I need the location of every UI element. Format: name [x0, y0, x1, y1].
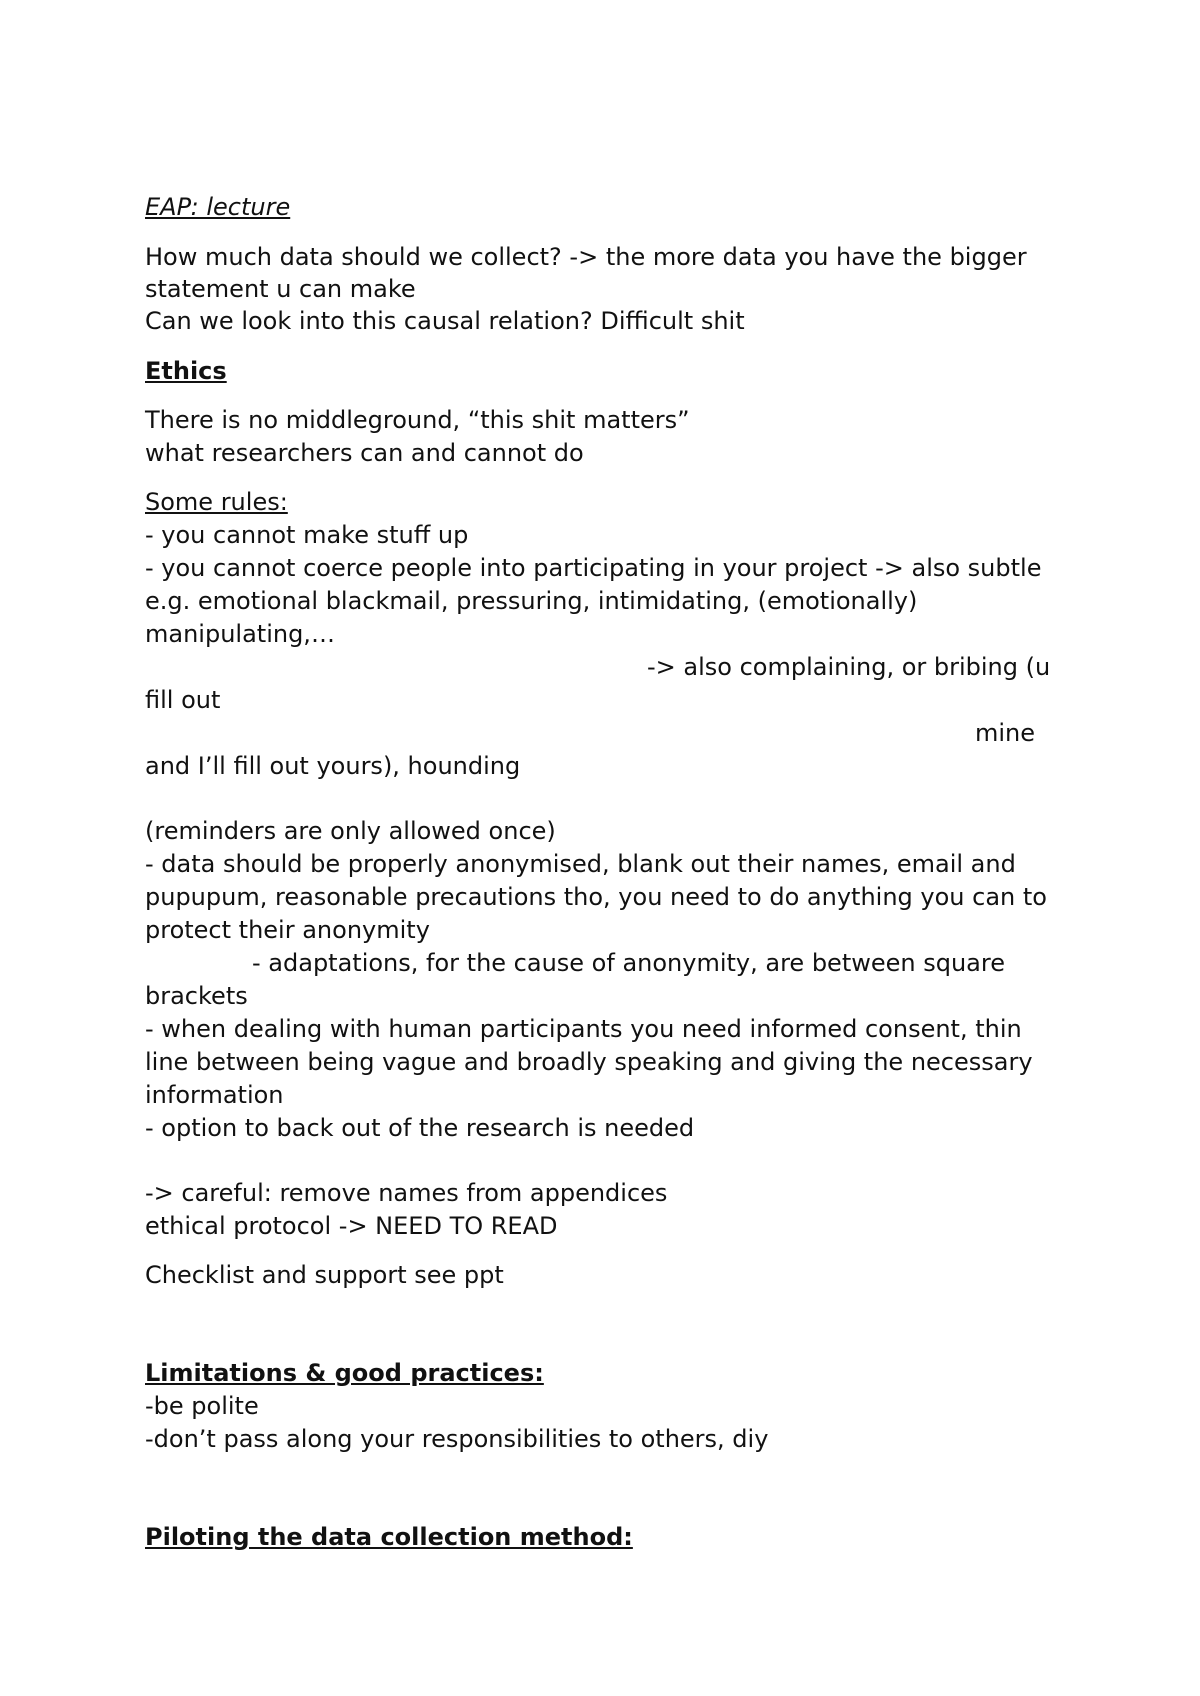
careful-line-2: ethical protocol -> NEED TO READ — [145, 1212, 558, 1240]
rule-line: -> also complaining, or bribing (u — [647, 653, 1051, 681]
rule-line: - you cannot coerce people into participating in your project -> also subtle — [145, 554, 1042, 582]
document-title: EAP: lecture — [145, 193, 291, 221]
ethics-line-1: There is no middleground, “this shit matters” — [145, 406, 690, 434]
rule-line: brackets — [145, 982, 248, 1010]
checklist-line: Checklist and support see ppt — [145, 1261, 504, 1289]
limitations-heading: Limitations & good practices: — [145, 1359, 544, 1387]
rule-line: protect their anonymity — [145, 916, 430, 944]
intro-line-2: statement u can make — [145, 275, 416, 303]
ethics-line-2: what researchers can and cannot do — [145, 439, 584, 467]
rule-line: - you cannot make stuff up — [145, 521, 469, 549]
intro-line-1: How much data should we collect? -> the more data you have the bigger — [145, 243, 1027, 271]
limitations-item: -be polite — [145, 1392, 259, 1420]
rule-line: e.g. emotional blackmail, pressuring, intimidating, (emotionally) — [145, 587, 918, 615]
rules-heading: Some rules: — [145, 488, 288, 516]
piloting-heading: Piloting the data collection method: — [145, 1523, 633, 1551]
rule-line: (reminders are only allowed once) — [145, 817, 556, 845]
ethics-heading: Ethics — [145, 357, 227, 385]
careful-line-1: -> careful: remove names from appendices — [145, 1179, 668, 1207]
rule-line: fill out — [145, 686, 221, 714]
rule-line: manipulating,… — [145, 620, 335, 648]
rule-line: pupupum, reasonable precautions tho, you need to do anything you can to — [145, 883, 1047, 911]
intro-line-3: Can we look into this causal relation? Difficult shit — [145, 307, 745, 335]
rule-line: mine — [975, 719, 1036, 747]
limitations-item: -don’t pass along your responsibilities to others, diy — [145, 1425, 769, 1453]
rule-line: - data should be properly anonymised, blank out their names, email and — [145, 850, 1016, 878]
rule-line: - when dealing with human participants you need informed consent, thin — [145, 1015, 1022, 1043]
rule-line: line between being vague and broadly speaking and giving the necessary — [145, 1048, 1033, 1076]
rule-line: - option to back out of the research is needed — [145, 1114, 695, 1142]
rule-line: information — [145, 1081, 284, 1109]
rule-line: - adaptations, for the cause of anonymity, are between square — [252, 949, 1005, 977]
rule-line: and I’ll fill out yours), hounding — [145, 752, 521, 780]
